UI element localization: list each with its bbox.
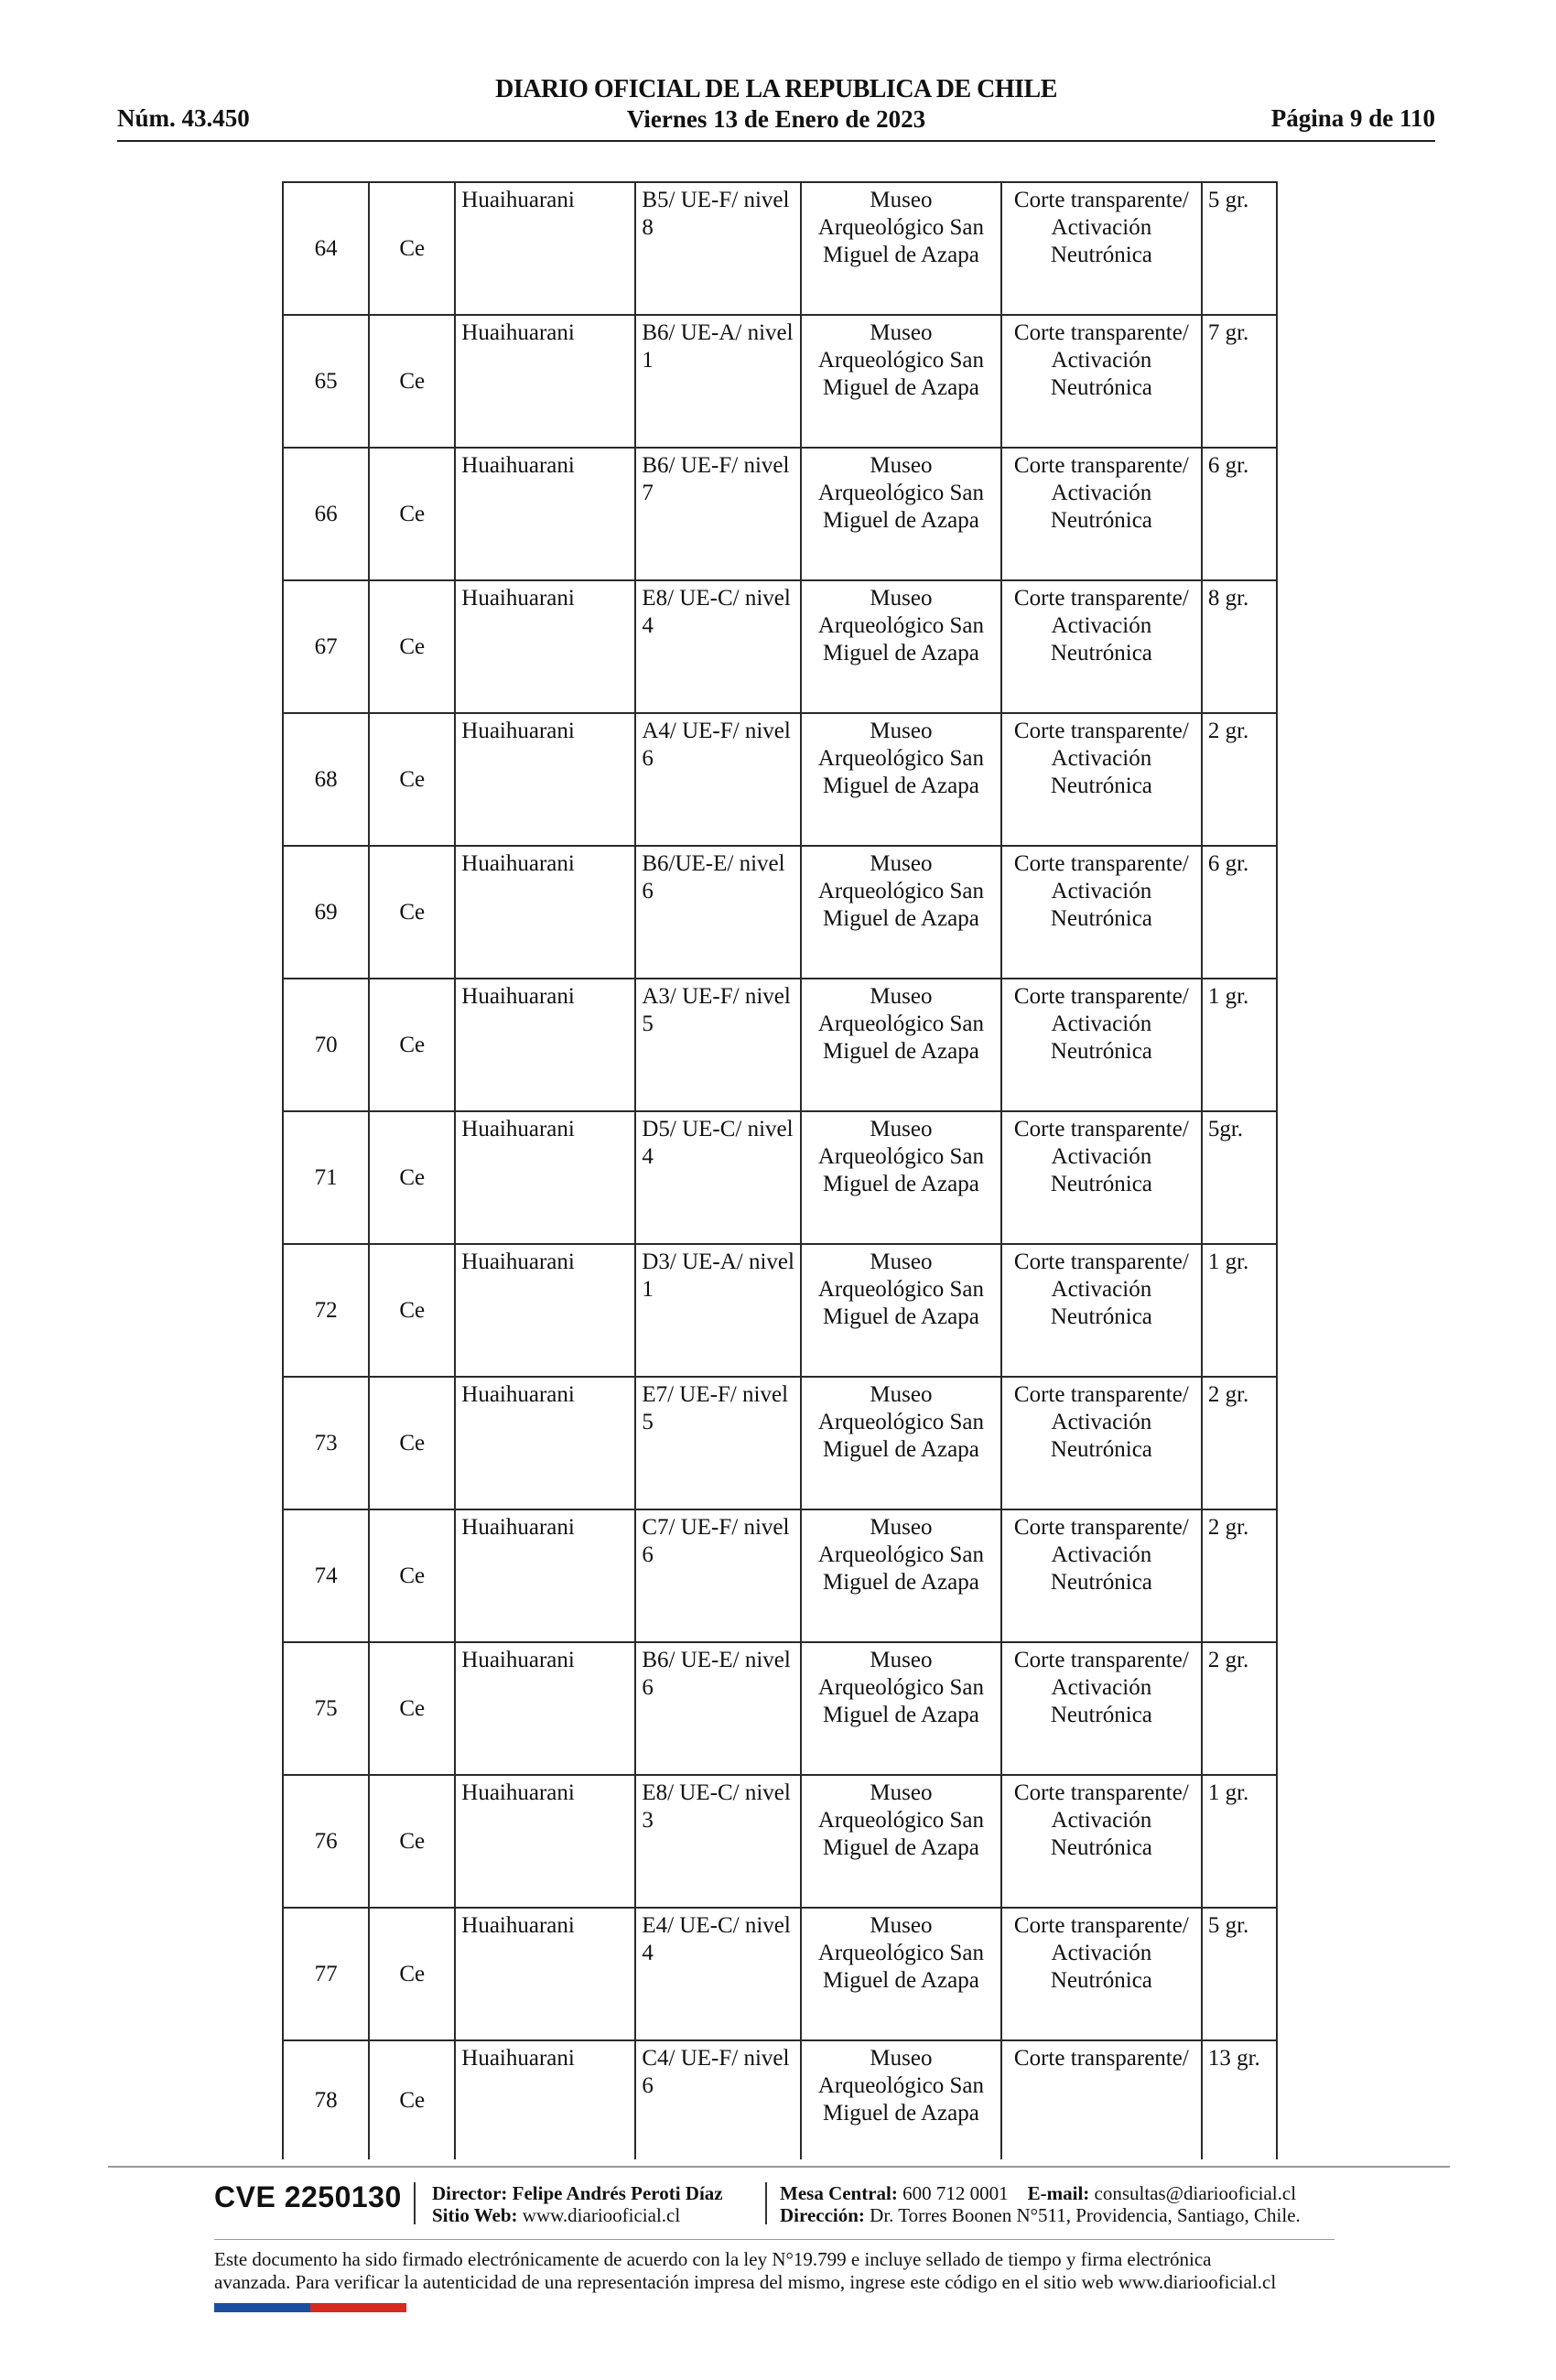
museum-name: Museo Arqueológico San Miguel de Azapa	[801, 2040, 1001, 2159]
analysis-method: Corte transparente/ Activación Neutrónica	[1001, 1377, 1202, 1509]
table-row	[283, 846, 1277, 979]
row-number: 65	[283, 315, 369, 448]
analysis-method: Corte transparente/ Activación Neutrónica	[1001, 1509, 1202, 1642]
museum-name: Museo Arqueológico San Miguel de Azapa	[801, 713, 1001, 846]
sample-quantity: 5gr.	[1202, 1111, 1277, 1244]
legal-notice	[214, 2248, 1349, 2294]
sample-quantity: 5 gr.	[1202, 1908, 1277, 2040]
excavation-location: E8/ UE-C/ nivel 3	[635, 1775, 801, 1908]
table-row	[283, 182, 1277, 315]
footer-divider-mid	[214, 2239, 1334, 2240]
excavation-location: B6/ UE-A/ nivel 1	[635, 315, 801, 448]
samples-table-body	[283, 182, 1277, 2159]
museum-name: Museo Arqueológico San Miguel de Azapa	[801, 1509, 1001, 1642]
analysis-method: Corte transparente/ Activación Neutrónica	[1001, 182, 1202, 315]
row-number: 64	[283, 182, 369, 315]
row-number: 67	[283, 580, 369, 713]
element-symbol: Ce	[369, 448, 455, 580]
phone-label: Mesa Central:	[780, 2182, 898, 2204]
row-number: 68	[283, 713, 369, 846]
museum-name: Museo Arqueológico San Miguel de Azapa	[801, 1642, 1001, 1775]
site-name: Huaihuarani	[455, 1377, 635, 1509]
sample-quantity: 13 gr.	[1202, 2040, 1277, 2159]
flag-stripe-blue	[214, 2303, 310, 2312]
table-row	[283, 1642, 1277, 1775]
museum-name: Museo Arqueológico San Miguel de Azapa	[801, 979, 1001, 1111]
sample-quantity: 1 gr.	[1202, 979, 1277, 1111]
table-row	[283, 1111, 1277, 1244]
site-name: Huaihuarani	[455, 1244, 635, 1377]
analysis-method: Corte transparente/ Activación Neutrónica	[1001, 1775, 1202, 1908]
museum-name: Museo Arqueológico San Miguel de Azapa	[801, 1775, 1001, 1908]
header-center	[117, 75, 1435, 134]
analysis-method: Corte transparente/ Activación Neutrónica	[1001, 448, 1202, 580]
element-symbol: Ce	[369, 580, 455, 713]
sample-quantity: 7 gr.	[1202, 315, 1277, 448]
element-symbol: Ce	[369, 1377, 455, 1509]
element-symbol: Ce	[369, 1908, 455, 2040]
sample-quantity: 1 gr.	[1202, 1244, 1277, 1377]
excavation-location: A3/ UE-F/ nivel 5	[635, 979, 801, 1111]
row-number: 71	[283, 1111, 369, 1244]
footer-separator	[765, 2182, 767, 2224]
site-name: Huaihuarani	[455, 2040, 635, 2159]
sample-quantity: 2 gr.	[1202, 713, 1277, 846]
element-symbol: Ce	[369, 1642, 455, 1775]
excavation-location: E7/ UE-F/ nivel 5	[635, 1377, 801, 1509]
site-name: Huaihuarani	[455, 182, 635, 315]
analysis-method: Corte transparente/ Activación Neutrónica	[1001, 315, 1202, 448]
header-divider	[117, 140, 1435, 142]
row-number: 73	[283, 1377, 369, 1509]
row-number: 69	[283, 846, 369, 979]
site-name: Huaihuarani	[455, 315, 635, 448]
analysis-method: Corte transparente/	[1001, 2040, 1202, 2159]
director-name: Felipe Andrés Peroti Díaz	[512, 2182, 723, 2204]
email-label: E-mail:	[1027, 2182, 1090, 2204]
row-number: 74	[283, 1509, 369, 1642]
issue-number: Núm. 43.450	[117, 104, 250, 132]
publication-title: DIARIO OFICIAL DE LA REPUBLICA DE CHILE	[495, 75, 1057, 103]
page-indicator: Página 9 de 110	[1270, 104, 1435, 132]
address-label: Dirección:	[780, 2204, 865, 2226]
sample-quantity: 6 gr.	[1202, 846, 1277, 979]
element-symbol: Ce	[369, 315, 455, 448]
row-number: 77	[283, 1908, 369, 2040]
site-name: Huaihuarani	[455, 580, 635, 713]
museum-name: Museo Arqueológico San Miguel de Azapa	[801, 448, 1001, 580]
excavation-location: B6/UE-E/ nivel 6	[635, 846, 801, 979]
publication-date: Viernes 13 de Enero de 2023	[626, 105, 926, 133]
sample-quantity: 1 gr.	[1202, 1775, 1277, 1908]
excavation-location: B6/ UE-F/ nivel 7	[635, 448, 801, 580]
table-row	[283, 1775, 1277, 1908]
museum-name: Museo Arqueológico San Miguel de Azapa	[801, 1111, 1001, 1244]
sample-quantity: 6 gr.	[1202, 448, 1277, 580]
site-name: Huaihuarani	[455, 1642, 635, 1775]
phone-number: 600 712 0001	[902, 2182, 1009, 2204]
element-symbol: Ce	[369, 182, 455, 315]
address-text: Dr. Torres Boonen N°511, Providencia, Santiago, Chile.	[870, 2204, 1301, 2226]
footer-divider-top	[108, 2166, 1450, 2168]
row-number: 70	[283, 979, 369, 1111]
analysis-method: Corte transparente/ Activación Neutrónica	[1001, 1642, 1202, 1775]
museum-name: Museo Arqueológico San Miguel de Azapa	[801, 580, 1001, 713]
cve-code: CVE 2250130	[214, 2180, 402, 2213]
site-name: Huaihuarani	[455, 1509, 635, 1642]
element-symbol: Ce	[369, 1111, 455, 1244]
excavation-location: E4/ UE-C/ nivel 4	[635, 1908, 801, 2040]
element-symbol: Ce	[369, 1509, 455, 1642]
site-name: Huaihuarani	[455, 1908, 635, 2040]
analysis-method: Corte transparente/ Activación Neutrónica	[1001, 979, 1202, 1111]
email-link[interactable]: consultas@diariooficial.cl	[1094, 2182, 1297, 2204]
samples-table	[282, 181, 1278, 2159]
site-name: Huaihuarani	[455, 1775, 635, 1908]
analysis-method: Corte transparente/ Activación Neutrónica	[1001, 1111, 1202, 1244]
table-row	[283, 2040, 1277, 2159]
analysis-method: Corte transparente/ Activación Neutrónica	[1001, 1244, 1202, 1377]
flag-stripe	[214, 2303, 406, 2312]
element-symbol: Ce	[369, 1244, 455, 1377]
analysis-method: Corte transparente/ Activación Neutrónica	[1001, 1908, 1202, 2040]
row-number: 72	[283, 1244, 369, 1377]
table-row	[283, 1908, 1277, 2040]
legal-line: avanzada. Para verificar la autenticidad de una representación impresa del mismo, ingrese este código en el sitio web www.diariooficial.cl	[214, 2271, 1277, 2293]
footer-director-block	[432, 2182, 723, 2226]
row-number: 78	[283, 2040, 369, 2159]
excavation-location: D3/ UE-A/ nivel 1	[635, 1244, 801, 1377]
excavation-location: B5/ UE-F/ nivel 8	[635, 182, 801, 315]
director-label: Director:	[432, 2182, 508, 2204]
sample-quantity: 2 gr.	[1202, 1509, 1277, 1642]
analysis-method: Corte transparente/ Activación Neutrónica	[1001, 846, 1202, 979]
excavation-location: C7/ UE-F/ nivel 6	[635, 1509, 801, 1642]
footer-separator	[414, 2182, 416, 2224]
table-row	[283, 1244, 1277, 1377]
museum-name: Museo Arqueológico San Miguel de Azapa	[801, 1244, 1001, 1377]
footer-contact-block	[780, 2182, 1301, 2226]
table-row	[283, 315, 1277, 448]
table-row	[283, 448, 1277, 580]
analysis-method: Corte transparente/ Activación Neutrónica	[1001, 713, 1202, 846]
table-row	[283, 580, 1277, 713]
table-row	[283, 713, 1277, 846]
row-number: 76	[283, 1775, 369, 1908]
museum-name: Museo Arqueológico San Miguel de Azapa	[801, 1377, 1001, 1509]
sample-quantity: 2 gr.	[1202, 1642, 1277, 1775]
excavation-location: D5/ UE-C/ nivel 4	[635, 1111, 801, 1244]
site-name: Huaihuarani	[455, 1111, 635, 1244]
museum-name: Museo Arqueológico San Miguel de Azapa	[801, 315, 1001, 448]
website-label: Sitio Web:	[432, 2204, 518, 2226]
sample-quantity: 5 gr.	[1202, 182, 1277, 315]
site-name: Huaihuarani	[455, 713, 635, 846]
excavation-location: A4/ UE-F/ nivel 6	[635, 713, 801, 846]
element-symbol: Ce	[369, 713, 455, 846]
table-row	[283, 979, 1277, 1111]
element-symbol: Ce	[369, 1775, 455, 1908]
row-number: 75	[283, 1642, 369, 1775]
page-header	[117, 75, 1435, 146]
legal-line: Este documento ha sido firmado electrónicamente de acuerdo con la ley N°19.799 e incluye sellado de tiempo y firma electrónica	[214, 2248, 1212, 2270]
museum-name: Museo Arqueológico San Miguel de Azapa	[801, 182, 1001, 315]
site-name: Huaihuarani	[455, 448, 635, 580]
element-symbol: Ce	[369, 2040, 455, 2159]
excavation-location: B6/ UE-E/ nivel 6	[635, 1642, 801, 1775]
sample-quantity: 8 gr.	[1202, 580, 1277, 713]
flag-stripe-red	[310, 2303, 406, 2312]
table-row	[283, 1509, 1277, 1642]
excavation-location: E8/ UE-C/ nivel 4	[635, 580, 801, 713]
table-row	[283, 1377, 1277, 1509]
museum-name: Museo Arqueológico San Miguel de Azapa	[801, 846, 1001, 979]
site-name: Huaihuarani	[455, 846, 635, 979]
row-number: 66	[283, 448, 369, 580]
element-symbol: Ce	[369, 846, 455, 979]
website-link[interactable]: www.diariooficial.cl	[522, 2204, 681, 2226]
site-name: Huaihuarani	[455, 979, 635, 1111]
element-symbol: Ce	[369, 979, 455, 1111]
sample-quantity: 2 gr.	[1202, 1377, 1277, 1509]
museum-name: Museo Arqueológico San Miguel de Azapa	[801, 1908, 1001, 2040]
analysis-method: Corte transparente/ Activación Neutrónica	[1001, 580, 1202, 713]
excavation-location: C4/ UE-F/ nivel 6	[635, 2040, 801, 2159]
